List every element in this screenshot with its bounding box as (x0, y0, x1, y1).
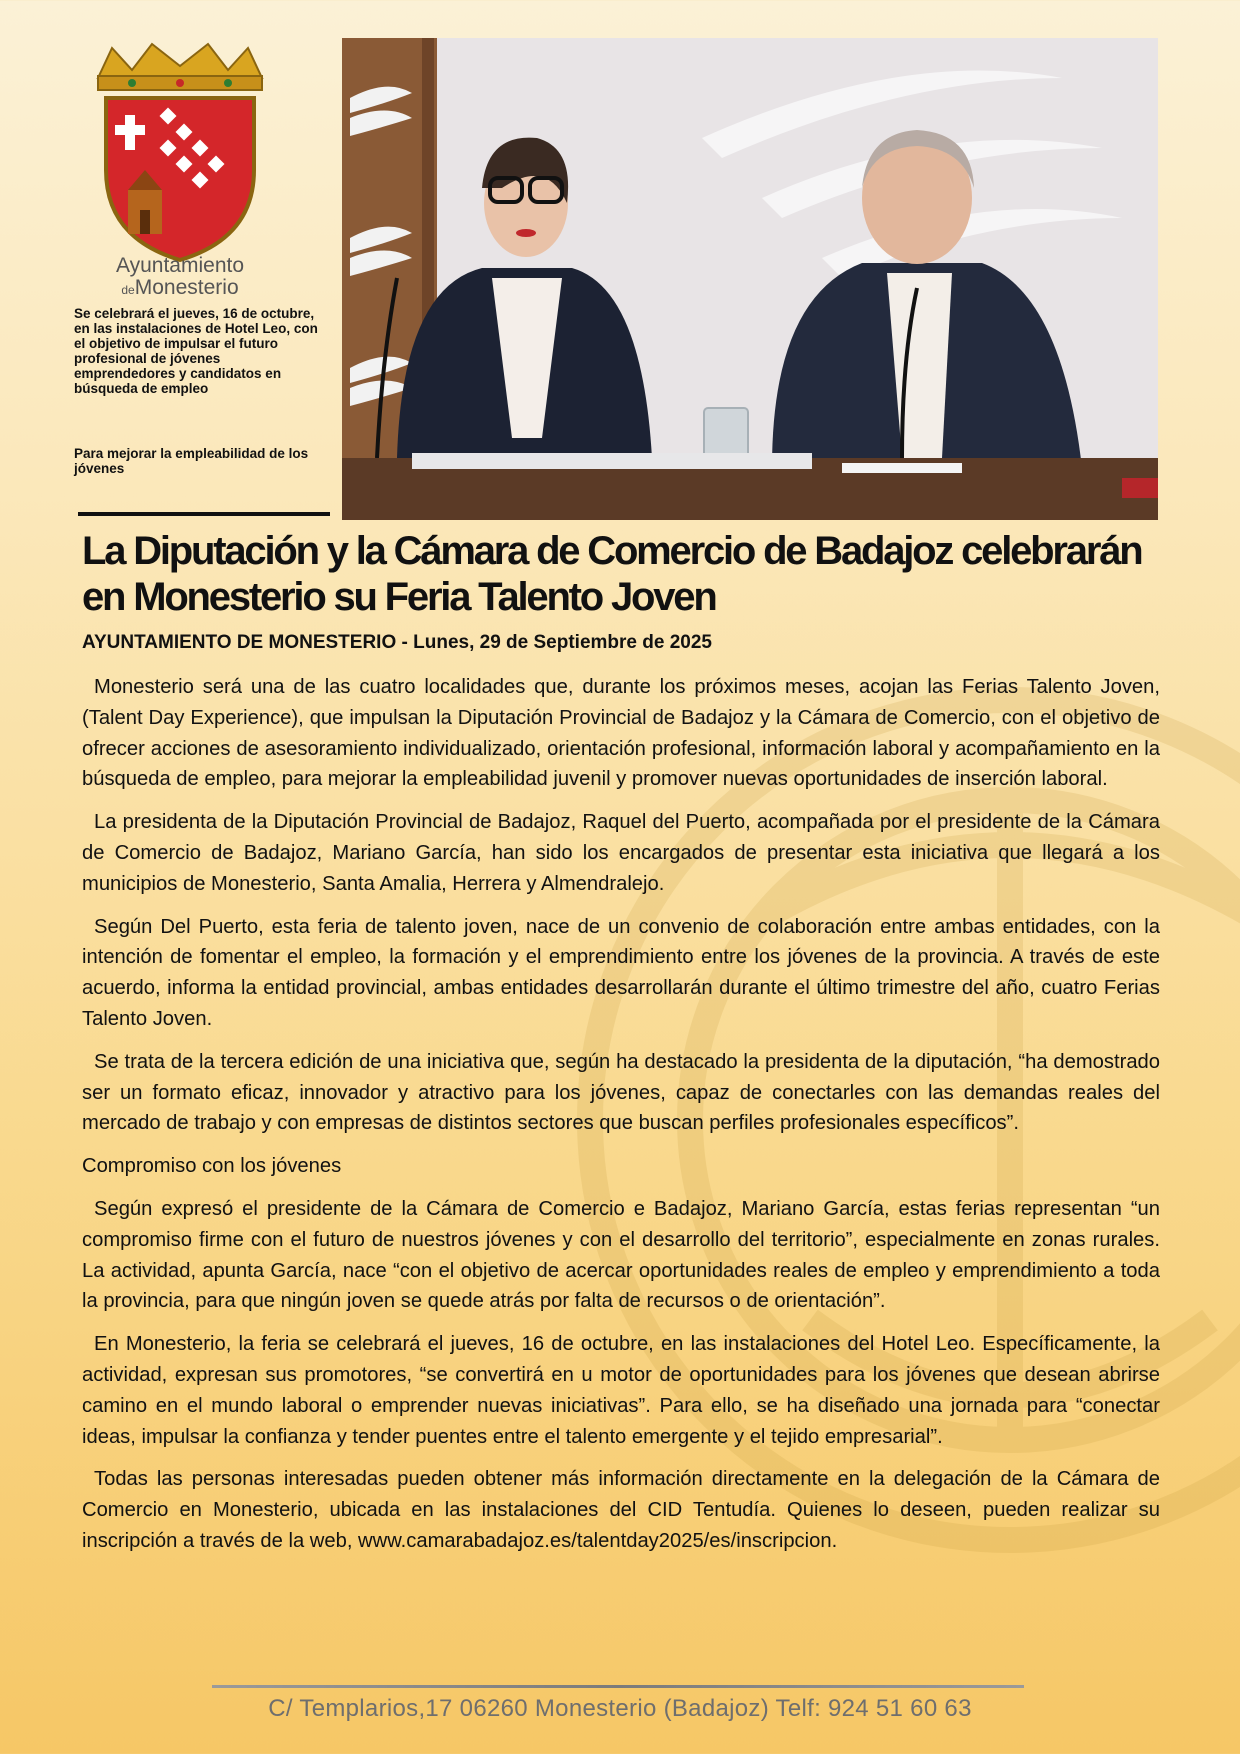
crown-icon (98, 44, 262, 90)
article-paragraph: Según Del Puerto, esta feria de talento joven, nace de un convenio de colaboración entre ambas entidades, con la intención de fomentar el empleo, la formación y el emprendimiento entre los jóvenes de la provincia. A través de este acuerdo, informa la entidad provincial, ambas entidades desarrollarán durante el último trimestre del año, cuatro Ferias Talento Joven. (82, 915, 1160, 1030)
byline-separator: - (396, 632, 414, 653)
byline-date: Lunes, 29 de Septiembre de 2025 (413, 632, 712, 653)
article-paragraph: Monesterio será una de las cuatro localidades que, durante los próximos meses, acojan las Ferias Talento Joven, (Talent Day Experience), que impulsan la Diputación Provincial de Badajoz y la Cámara de Comercio, con el objetivo de ofrecer acciones de asesoramiento individualizado, orientación profesional, información laboral y acompañamiento en la búsqueda de empleo, para mejorar la empleabilidad juvenil y promover nuevas oportunidades de inserción laboral. (82, 676, 1160, 791)
monesterio-coat-of-arms-logo (70, 40, 290, 295)
article-paragraph: La presidenta de la Diputación Provincial de Badajoz, Raquel del Puerto, acompañada por el presidente de la Cámara de Comercio de Badajoz, Mariano García, han sido los encargados de presentar esta iniciativa que llegará a los municipios de Monesterio, Santa Amalia, Herrera y Almendralejo. (82, 811, 1160, 895)
sidebar-subtitle-2: Para mejorar la empleabilidad de los jóvenes (74, 446, 309, 476)
sidebar-rule (78, 512, 330, 516)
byline-source: AYUNTAMIENTO DE MONESTERIO (82, 632, 397, 653)
logo-line2: Monesterio (134, 276, 239, 295)
article-subheading: Compromiso con los jóvenes (82, 1155, 342, 1178)
article-paragraph: Se trata de la tercera edición de una iniciativa que, según ha destacado la presidenta de la diputación, “ha demostrado ser un formato eficaz, innovador y atractivo para los jóvenes, capaz de conectarles con las demandas reales del mercado de trabajo y con empresas de distintos sectores que buscan perfiles profesionales específicos”. (82, 1050, 1160, 1135)
article-headline: La Diputación y la Cámara de Comercio de Badajoz celebrarán en Monesterio su Feria Talento Joven (82, 529, 1142, 619)
press-conference-photo (342, 38, 1158, 520)
logo-line1: Ayuntamiento (115, 254, 245, 277)
article-paragraph: En Monesterio, la feria se celebrará el jueves, 16 de octubre, en las instalaciones del Hotel Leo. Específicamente, la actividad, expresan sus promotores, “se convertirá en u motor de oportunidades para los jóvenes que desean abrirse camino en el mundo laboral o emprender nuevas iniciativas”. Para ello, se ha diseñado una jornada para “conectar ideas, impulsar la confianza y tender puentes entre el talento emergente y el tejido empresarial”. (82, 1333, 1160, 1448)
article-paragraph: Según expresó el presidente de la Cámara de Comercio e Badajoz, Mariano García, estas ferias representan “un compromiso firme con el futuro de nuestros jóvenes y con el desarrollo del territorio”, especialmente en zonas rurales. La actividad, apunta García, nace “con el objetivo de acercar oportunidades reales de empleo y emprendimiento a toda la provincia, para que ningún joven se quede atrás por falta de recursos o de orientación”. (82, 1197, 1160, 1313)
article-body (82, 672, 1160, 1569)
article-byline (82, 632, 712, 654)
sidebar-subtitle: Se celebrará el jueves, 16 de octubre, en las instalaciones de Hotel Leo, con el objetivo de impulsar el futuro profesional de jóvenes emprendedores y candidatos en búsqueda de empleo (74, 306, 318, 396)
footer-rule (212, 1685, 1024, 1688)
svg-text:deMonesterio (121, 276, 238, 295)
footer-address: C/ Templarios,17 06260 Monesterio (Badajoz) Telf: 924 51 60 63 (268, 1695, 972, 1722)
sidebar (70, 40, 335, 476)
article-paragraph: Todas las personas interesadas pueden obtener más información directamente en la delegación de la Cámara de Comercio en Monesterio, ubicada en las instalaciones del CID Tentudía. Quienes lo deseen, pueden realizar su inscripción a través de la web, www.camarabadajoz.es/talentday2025/es/inscripcion. (82, 1468, 1160, 1552)
logo-line2-small: de (121, 283, 135, 295)
